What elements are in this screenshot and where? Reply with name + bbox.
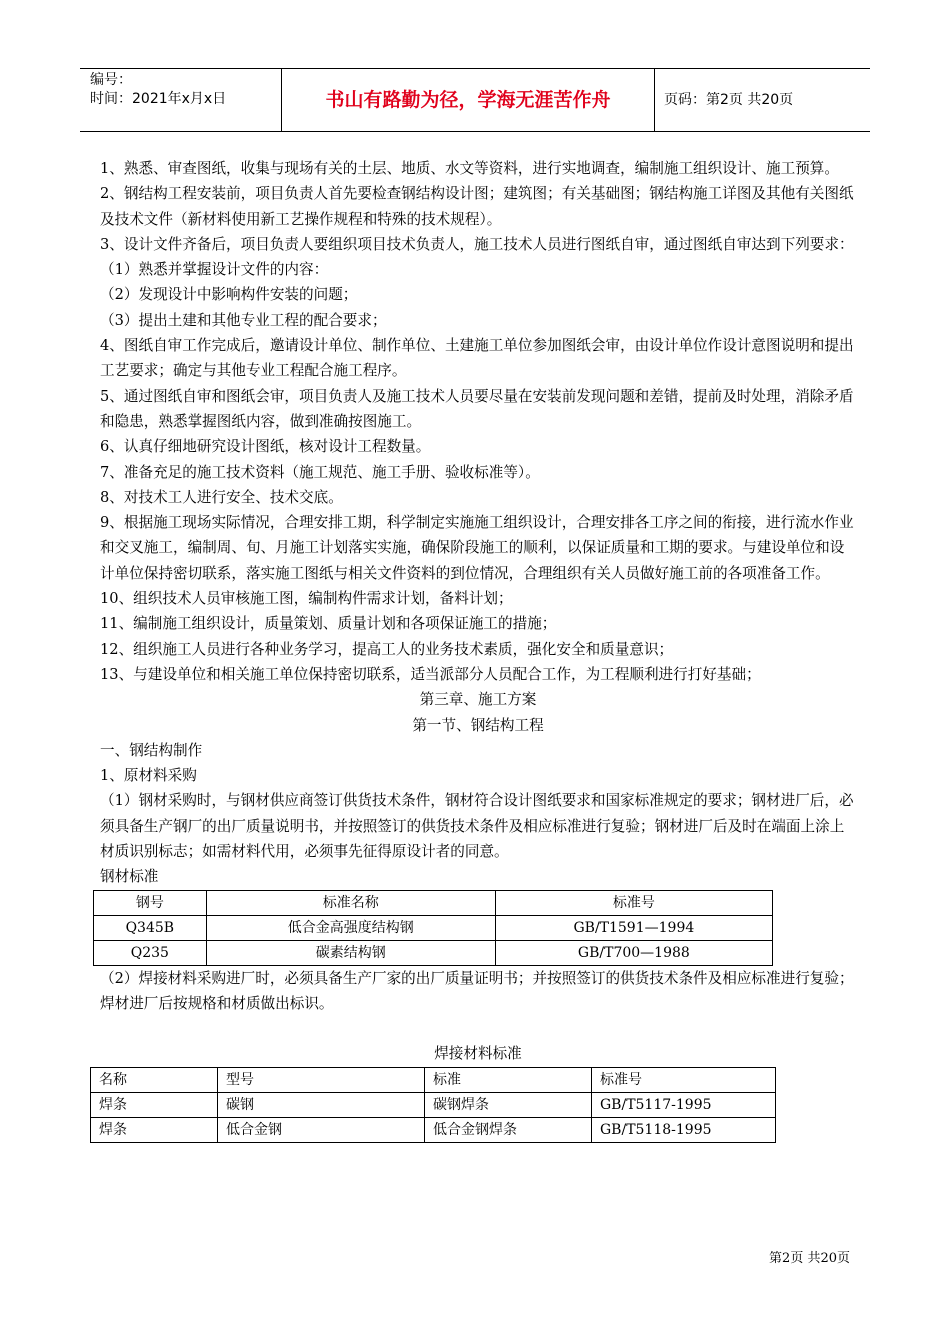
table-header-row (94, 890, 773, 915)
table-cell: 焊条 (91, 1092, 218, 1117)
header-divider (654, 69, 655, 131)
paragraph: 9、根据施工现场实际情况，合理安排工期，科学制定实施施工组织设计，合理安排各工序之间的衔接，进行流水作业和交叉施工，编制周、旬、月施工计划落实实施，确保阶段施工的顺利，以保证质量和工期的要求。与建设单位和设计单位保持密切联系，落实施工图纸与相关文件资料的到位情况，合理组织有关人员做好施工前的各项准备工作。 (100, 514, 854, 582)
table-cell: 焊条 (91, 1117, 218, 1142)
table-cell: 碳素结构钢 (206, 940, 495, 965)
header-motto: 书山有路勤为径，学海无涯苦作舟 (325, 89, 611, 111)
table-header-cell: 标准号 (495, 890, 772, 915)
table-cell: 低合金高强度结构钢 (206, 915, 495, 940)
chapter-title: 第三章、施工方案 (419, 691, 537, 709)
paragraph: 1、熟悉、审查图纸，收集与现场有关的土层、地质、水文等资料，进行实地调查，编制施工组织设计、施工预算。 (100, 160, 839, 177)
table-header-cell: 钢号 (94, 890, 207, 915)
page-header (80, 68, 870, 132)
table-row (94, 940, 773, 965)
paragraph: （3）提出土建和其他专业工程的配合要求； (100, 311, 387, 329)
header-meta (90, 71, 226, 109)
code-label: 编号： (90, 72, 132, 88)
table-cell: GB/T5118-1995 (592, 1117, 776, 1142)
table-cell: Q235 (94, 940, 207, 965)
table-header-cell: 标准号 (592, 1067, 776, 1092)
table-cell: Q345B (94, 915, 207, 940)
paragraph: 13、与建设单位和相关施工单位保持密切联系，适当派部分人员配合工作，为工程顺利进行打好基础； (100, 665, 761, 683)
table-caption: 钢材标准 (100, 868, 159, 886)
paragraph: 11、编制施工组织设计，质量策划、质量计划和各项保证施工的措施； (100, 615, 557, 633)
subheading: 一、钢结构制作 (100, 741, 203, 759)
subheading: 1、原材料采购 (100, 767, 197, 785)
document-body (100, 156, 856, 1143)
section-title: 第一节、钢结构工程 (412, 716, 544, 734)
welding-standards-table (90, 1067, 776, 1143)
table-header-cell: 名称 (91, 1067, 218, 1092)
paragraph: 7、准备充足的施工技术资料（施工规范、施工手册、验收标准等）。 (100, 463, 540, 481)
paragraph: 4、图纸自审工作完成后，邀请设计单位、制作单位、土建施工单位参加图纸会审，由设计单位作设计意图说明和提出工艺要求；确定与其他专业工程配合施工程序。 (100, 337, 854, 380)
page-footer: 第2页 共20页 (769, 1251, 850, 1266)
table-cell: 低合金钢 (218, 1117, 425, 1142)
table-header-row (91, 1067, 776, 1092)
spacer (100, 1016, 856, 1041)
table-cell: GB/T700—1988 (495, 940, 772, 965)
paragraph: （1）钢材采购时，与钢材供应商签订供货技术条件，钢材符合设计图纸要求和国家标准规定的要求；钢材进厂后，必须具备生产钢厂的出厂质量说明书，并按照签订的供货技术条件及相应标准进行复验；钢材进厂后及时在端面上涂上材质识别标志；如需材料代用，必须事先征得原设计者的同意。 (100, 792, 854, 861)
table-row (91, 1117, 776, 1142)
paragraph: （2）发现设计中影响构件安装的问题； (100, 286, 358, 304)
table-caption: 焊接材料标准 (434, 1045, 522, 1063)
table-row (91, 1092, 776, 1117)
paragraph: 5、通过图纸自审和图纸会审，项目负责人及施工技术人员要尽量在安装前发现问题和差错，提前及时处理，消除矛盾和隐患，熟悉掌握图纸内容，做到准确按图施工。 (100, 387, 854, 430)
paragraph: 12、组织施工人员进行各种业务学习，提高工人的业务技术素质，强化安全和质量意识； (100, 640, 674, 658)
table-header-cell: 型号 (218, 1067, 425, 1092)
table-cell: 碳钢焊条 (425, 1092, 592, 1117)
table-row (94, 915, 773, 940)
paragraph: （2）焊接材料采购进厂时，必须具备生产厂家的出厂质量证明书；并按照签订的供货技术条件及相应标准进行复验；焊材进厂后按规格和材质做出标识。 (100, 969, 854, 1012)
table-cell: 低合金钢焊条 (425, 1117, 592, 1142)
paragraph: 3、设计文件齐备后，项目负责人要组织项目技术负责人，施工技术人员进行图纸自审，通过图纸自审达到下列要求： (100, 235, 854, 253)
table-cell: 碳钢 (218, 1092, 425, 1117)
paragraph: 6、认真仔细地研究设计图纸，核对设计工程数量。 (100, 438, 431, 456)
header-page-number: 页码：第2页 共20页 (664, 92, 794, 108)
paragraph: （1）熟悉并掌握设计文件的内容： (100, 261, 329, 279)
table-cell: GB/T5117-1995 (592, 1092, 776, 1117)
date-label: 时间：2021年x月x日 (90, 91, 227, 107)
steel-standards-table (93, 890, 773, 966)
table-cell: GB/T1591—1994 (495, 915, 772, 940)
table-header-cell: 标准 (425, 1067, 592, 1092)
paragraph: 8、对技术工人进行安全、技术交底。 (100, 488, 343, 506)
paragraph: 10、组织技术人员审核施工图，编制构件需求计划，备料计划； (100, 590, 513, 608)
table-header-cell: 标准名称 (206, 890, 495, 915)
paragraph: 2、钢结构工程安装前，项目负责人首先要检查钢结构设计图；建筑图；有关基础图；钢结构施工详图及其他有关图纸及技术文件（新材料使用新工艺操作规程和特殊的技术规程）。 (100, 185, 854, 228)
